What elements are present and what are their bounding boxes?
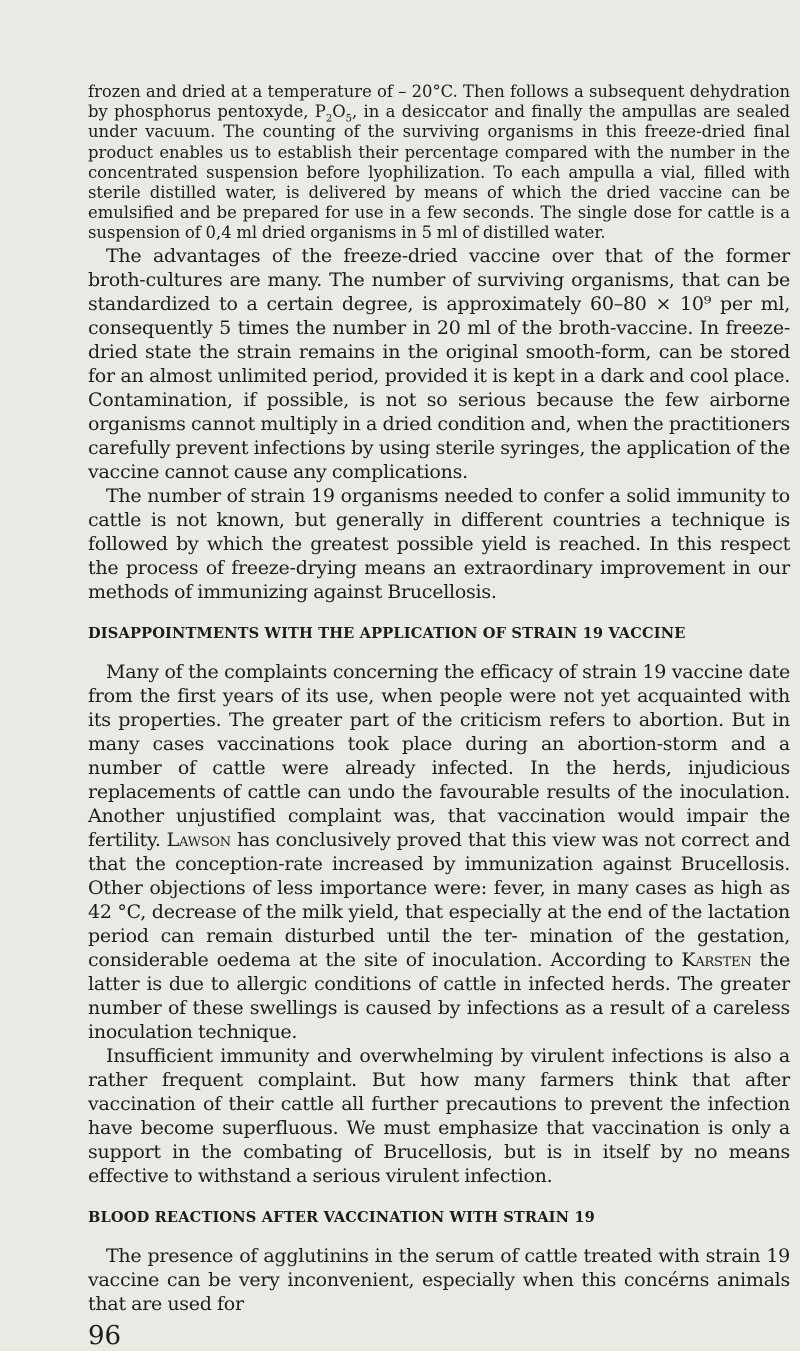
text-run: the latter is due to allergic conditions of cattle in infected herds. The greater number of these swellings is caused by infections as a result of a careless inoculation technique. (88, 948, 790, 1043)
paragraph-insufficient-immunity: Insufficient immunity and overwhelming by virulent infections is also a rather frequent complaint. But how many farmers think that after vaccination of their cattle all further precautions to prevent the infection have become superfluous. We must emphasize that vaccination is only a support in the combating of Brucellosis, but is in itself by no means effective to withstand a serious virulent infection. (88, 1044, 790, 1187)
paragraph-advantages: The advantages of the freeze-dried vaccine over that of the former broth-cultures are many. The number of surviving organisms, that can be standardized to a certain degree, is approximately 60–80 × 10⁹ per ml, consequently 5 times the number in 20 ml of the broth-vaccine. In freeze-dried state the strain remains in the original smooth-form, can be stored for an almost unlimited period, provided it is kept in a dark and cool place. Contamination, if possible, is not so serious because the few airborne organisms cannot multiply in a dried condition and, when the practitioners carefully prevent infections by using sterile syringes, the application of the vaccine cannot cause any complications. (88, 244, 790, 483)
author-name-karsten: Karsten (681, 948, 752, 971)
text-run: , in a desiccator and finally the ampullas are sealed under vacuum. The counting of the surviving organisms in this freeze-dried final product enables us to establish their percentage compared with the number in the concentrated suspension before lyophilization. To each ampulla a vial, filled with sterile distilled water, is delivered by means of which the dried vaccine can be emulsified and be prepared for use in a few seconds. The single dose for cattle is a suspension of 0,4 ml dried organisms in 5 ml of distilled water. (88, 102, 790, 243)
text-run: frozen and dried at a temperature of – 20°C. Then follows a subsequent dehydration by phosphorus pentoxyde, P (88, 82, 790, 122)
text-run: has conclusively proved that this view was not correct and that the conception-rate increased by immunization against Brucellosis. Other objections of less importance were: fever, in many cases as high as 42 °C, decrease of the milk yield, that especially at the end of the lactation period can remain disturbed until the ter- mination of the gestation, considerable oedema at the site of inoculation. According to (88, 828, 790, 971)
section-heading-disappointments: DISAPPOINTMENTS WITH THE APPLICATION OF STRAIN 19 VACCINE (88, 624, 686, 642)
paragraph-strain-19-number: The number of strain 19 organisms needed to confer a solid immunity to cattle is not known, but generally in different countries a technique is followed by which the greatest possible yield is reached. In this respect the process of freeze-drying means an extraordinary improvement in our methods of immunizing against Brucellosis. (88, 484, 790, 603)
paragraph-agglutinins: The presence of agglutinins in the serum of cattle treated with strain 19 vaccine can be very inconvenient, especially when this concérns animals that are used for (88, 1244, 790, 1315)
text-run: O (332, 102, 346, 122)
subscript: 5 (345, 113, 352, 125)
section-heading-blood-reactions: BLOOD REACTIONS AFTER VACCINATION WITH STRAIN 19 (88, 1208, 595, 1226)
subscript: 2 (325, 113, 333, 125)
text-run: Many of the complaints concerning the efficacy of strain 19 vaccine date from the first years of its use, when people were not yet acquainted with its properties. The greater part of the criticism refers to abortion. But in many cases vaccinations took place during an abortion-storm and a number of cattle were already infected. In the herds, injudicious replacements of cattle can undo the favourable results of the inoculation. Another unjustified complaint was, that vaccination would impair the fertility. (88, 660, 790, 851)
author-name-lawson: Lawson (166, 828, 231, 851)
page-number: 96 (88, 1320, 122, 1351)
paragraph-complaints (88, 660, 790, 1044)
paragraph-freeze-drying-process (88, 82, 790, 244)
